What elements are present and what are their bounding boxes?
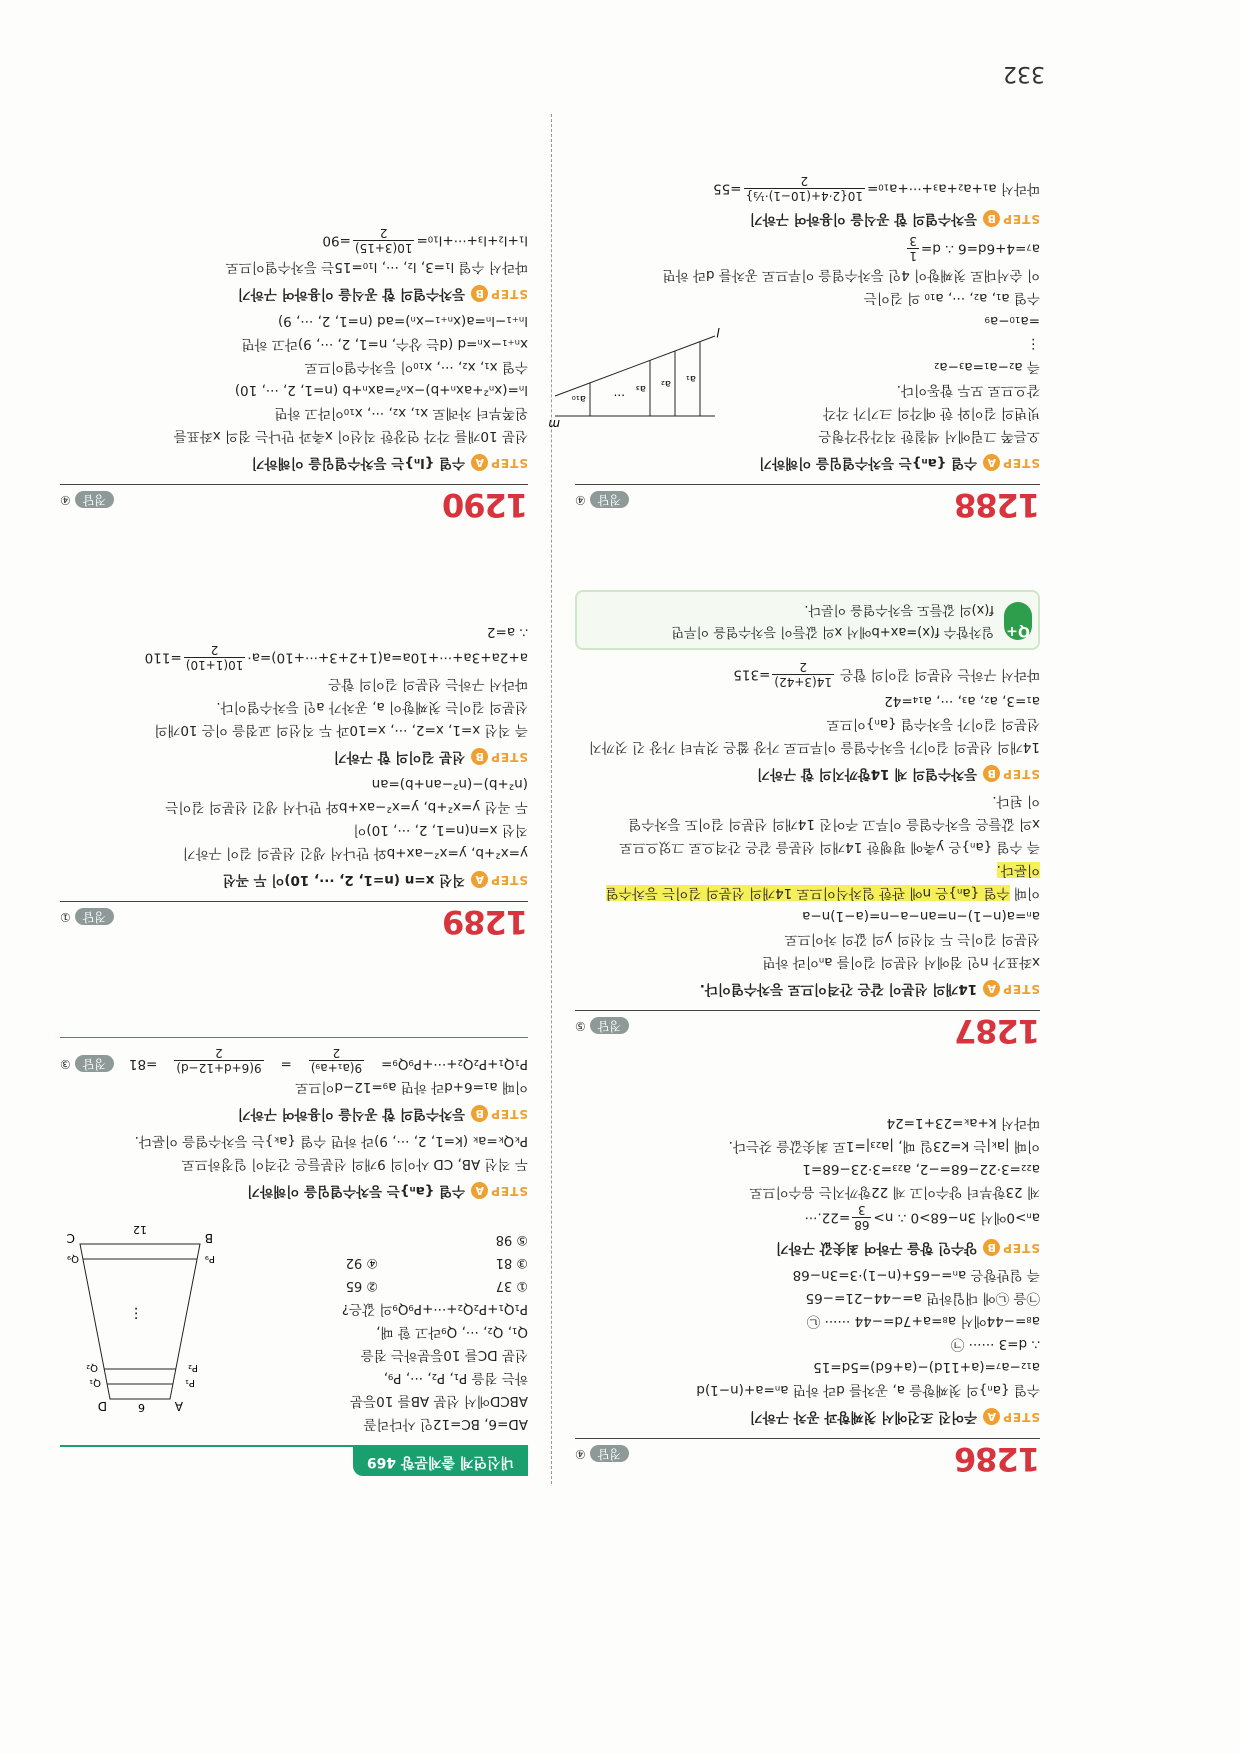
- question-line: P₁Q₁+P₂Q₂+···+P₉Q₉의 값은?: [341, 1301, 528, 1317]
- fig-label-l: l: [716, 325, 720, 339]
- figure-1288-parallel-segments: [550, 326, 720, 436]
- numerator: 68: [854, 1218, 870, 1232]
- text-segment: 수열 a₁, a₂, ···, a₁₀ 의 길이는: [863, 290, 1040, 306]
- fig-label-a10: a₁₀: [571, 393, 586, 404]
- step-title: 수열 {aₙ}는 등차수열임을 이해하기: [759, 455, 978, 471]
- highlighted-text: 수열 {aₙ}은 n에 관한 일차식이므로 14개의 선분의 길이는 등차수열: [605, 885, 1010, 901]
- solution-line: [60, 643, 528, 672]
- column-divider: [551, 114, 552, 1484]
- problem-1289: [60, 620, 528, 939]
- answer: [60, 1046, 114, 1075]
- text-segment: =55: [713, 180, 742, 197]
- solution-line: [575, 789, 1040, 812]
- numerator: 1: [909, 249, 917, 263]
- text-segment: 즉 일반항은 aₙ=−65+(n−1)·3=3n−68: [792, 1267, 1040, 1283]
- text-segment: 14개의 선분의 길이가 등차수열을 이루므로 가장 짧은 것부터 가장 긴 것까지: [588, 739, 1040, 755]
- fraction: [907, 234, 919, 263]
- step-letter: A: [983, 980, 1000, 997]
- step-letter: B: [471, 1105, 488, 1122]
- text-segment: 제 23항부터 양수이고 제 22항까지는 음수이므로: [749, 1184, 1040, 1200]
- text-segment: xₙ₊₁−xₙ=d (d는 상수, n=1, 2, ···, 9)라고 하면: [241, 336, 528, 352]
- naesin-label: 내신연계 출제문항 469: [353, 1447, 528, 1476]
- question-line: 선분 DC를 10등분하는 점을: [360, 1347, 528, 1363]
- solution-line: [575, 660, 1040, 689]
- answer-value: ④: [575, 493, 586, 507]
- step-title: 양수인 항을 구하여 최솟값 구하기: [775, 1240, 978, 1256]
- naesin-header: [60, 1445, 528, 1476]
- fraction: [744, 174, 865, 203]
- step-title: 등차수열의 합 공식을 이용하여 구하기: [749, 211, 978, 227]
- text-segment: 직선 x=n(n=1, 2, ···, 10)이: [353, 822, 528, 838]
- text-segment: lₙ₊₁−lₙ=a(xₙ₊₁−xₙ)=ad (n=1, 2, ···, 9): [277, 313, 528, 329]
- step-heading: [60, 282, 528, 305]
- choice: ③ 81: [495, 1255, 528, 1270]
- text-segment: 따라서 k+aₖ=23+1=24: [886, 1115, 1040, 1131]
- choice: ④ 92: [345, 1255, 378, 1270]
- tip-box: [575, 590, 1040, 650]
- solution-line: [575, 1111, 1040, 1134]
- solution-line: [575, 1157, 1040, 1180]
- solution-line: [575, 712, 1040, 735]
- step-letter: A: [471, 871, 488, 888]
- fig-dots: ⋮: [129, 1305, 143, 1321]
- text-segment: 이 순서대로 첫째항이 4인 등차수열을 이루므로 공차를 d라 하면: [662, 267, 1040, 283]
- step-heading: [60, 451, 528, 474]
- step-label: STEP: [1002, 1410, 1040, 1424]
- figure-trapezoid-abcd: [55, 1224, 225, 1414]
- fraction: [852, 1203, 871, 1232]
- step-label: STEP: [490, 750, 528, 764]
- numerator: 10{2·4+(10−1)·⅓}: [745, 189, 863, 203]
- solution-line: [60, 424, 528, 447]
- fig-label-P2: P₂: [187, 1362, 198, 1373]
- solution-line: [60, 1075, 528, 1098]
- solution-line: [60, 255, 528, 278]
- solution-line: [60, 1129, 528, 1152]
- numerator: 9(6+d+12−d): [176, 1061, 262, 1075]
- text-segment: 같으므로 모두 합동이다.: [896, 382, 1040, 398]
- solution-line: [60, 695, 528, 718]
- fraction: [184, 643, 246, 672]
- fraction: [353, 226, 415, 255]
- text-segment: 선분의 길이는 두 직선의 y의 값의 차이므로: [784, 931, 1040, 947]
- answer-badge: 정답: [590, 1445, 629, 1462]
- text-segment: 따라서 구하는 선분의 길이의 합은: [835, 666, 1040, 683]
- fig-label-a2: a₂: [660, 378, 671, 389]
- text-segment: 두 곡선 y=x²+b, y=x²−ax+b와 만나서 생긴 선분의 길이는: [165, 799, 528, 815]
- answer: [60, 905, 114, 928]
- fig-label-Q9: Q₉: [67, 1253, 79, 1264]
- fig-label-Q2: Q₂: [86, 1362, 98, 1373]
- text-segment: 이때: [1009, 885, 1040, 901]
- step-title: 등차수열의 제 14항까지의 합 구하기: [757, 766, 978, 782]
- solution-line: [575, 1203, 1040, 1232]
- text-segment: PₖQₖ=aₖ (k=1, 2, ···, 9)라 하면 수열 {aₖ}는 등차수열을 이룬다.: [134, 1133, 528, 1149]
- solution-line: [575, 1309, 1040, 1332]
- solution-line: [575, 1263, 1040, 1286]
- text-segment: a+2a+3a+···+10a=a(1+2+3+···+10)=a·: [247, 649, 528, 666]
- text-segment: lₙ=(xₙ²+axₙ+b)−xₙ²=axₙ+b (n=1, 2, ···, 10): [234, 382, 528, 398]
- solution-line: [60, 355, 528, 378]
- solution-line: [575, 1134, 1040, 1157]
- highlighted-text: 이룬다.: [996, 862, 1040, 878]
- fig-label-D: D: [97, 1399, 107, 1413]
- fig-label-B: B: [204, 1231, 213, 1245]
- numerator: 10(3+15): [354, 241, 413, 255]
- fig-label-A: A: [174, 1399, 183, 1413]
- solution-line: [60, 401, 528, 424]
- step-label: STEP: [1002, 982, 1040, 996]
- question-text: [238, 1297, 528, 1435]
- step-heading: [60, 745, 528, 768]
- denominator: 2: [215, 1046, 223, 1060]
- step-title: 수열 {aₙ}는 등차수열임을 이해하기: [247, 1183, 466, 1199]
- question-line: 하는 점을 P₁, P₂, ···, P₉,: [383, 1370, 528, 1386]
- question-line: ABCD에서 선분 AB를 10등분: [350, 1393, 528, 1409]
- step-label: STEP: [490, 456, 528, 470]
- problem-number: 1289: [442, 903, 528, 941]
- answer: [575, 488, 629, 511]
- step-label: STEP: [490, 1184, 528, 1198]
- step-letter: A: [983, 454, 1000, 471]
- step-heading: [60, 1102, 528, 1125]
- answer-badge: 정답: [590, 491, 629, 508]
- step-label: STEP: [1002, 212, 1040, 226]
- text-segment: 즉 직선 x=1, x=2, ···, x=10과 두 직선의 교점을 이은 10개의: [154, 722, 528, 738]
- denominator: 3: [909, 234, 917, 248]
- text-segment: x의 값들은 등차수열을 이루고 주어진 14개의 선분의 길이도 등차수열: [628, 816, 1040, 832]
- fig-label-P1: P₁: [184, 1377, 195, 1388]
- fig-label-6: 6: [138, 1401, 145, 1414]
- answer-badge: 정답: [75, 908, 114, 925]
- text-segment: =90: [322, 232, 351, 249]
- text-segment: a₂₂=3·22−68=−2, a₂₃=3·23−68=1: [802, 1161, 1040, 1177]
- text-segment: ⋮: [1026, 336, 1040, 352]
- solution-line: [60, 620, 528, 643]
- text-segment: 이 된다.: [992, 793, 1040, 809]
- choice: ① 37: [495, 1278, 528, 1293]
- answer-value: ⑤: [575, 1019, 586, 1033]
- denominator: 2: [800, 174, 809, 188]
- text-segment: 빗변의 길이와 한 예각의 크기가 각각: [822, 405, 1040, 421]
- text-segment: 선분의 길이가 등차수열 {aₙ}이므로: [826, 716, 1040, 732]
- text-segment: 이때 a₁=6+d라 하면 a₉=12−d이므로: [295, 1079, 528, 1095]
- text-segment: 선분의 길이는 첫째항이 a, 공차가 a인 등차수열이다.: [216, 699, 528, 715]
- step-letter: A: [983, 1408, 1000, 1425]
- fig-label-m: m: [548, 417, 560, 431]
- text-segment: aₙ=a(n−1)−n=an−a−n=(a−1)n−a: [802, 908, 1040, 924]
- text-segment: (n²+b)−(n²−an+b)=an: [371, 776, 528, 792]
- fig-label-dots: ···: [613, 388, 625, 402]
- fig-label-P9: P₉: [204, 1253, 215, 1264]
- solution-line: [575, 881, 1040, 904]
- section-rule: [60, 1037, 528, 1038]
- text-segment: 따라서 구하는 선분의 길이의 합은: [328, 676, 528, 692]
- problem-header: [60, 484, 528, 522]
- solution-line: [575, 1332, 1040, 1355]
- numerator: 10(1+10): [185, 658, 244, 672]
- text-segment: 오른쪽 그림에서 색칠한 직각삼각형은: [818, 428, 1040, 444]
- step-title: 수열 {lₙ}는 등차수열임을 이해하기: [251, 455, 466, 471]
- solution-line: [575, 234, 1040, 263]
- problem-number: 1290: [442, 486, 528, 524]
- text-segment: P₁Q₁+P₂Q₂+···+P₉Q₉=: [381, 1056, 528, 1072]
- step-label: STEP: [1002, 1241, 1040, 1255]
- problem-1287: [575, 590, 1040, 1048]
- step-label: STEP: [1002, 767, 1040, 781]
- solution-line: [575, 950, 1040, 973]
- text-segment: ㉠을 ㉡에 대입하면 a=−44−21=−65: [805, 1290, 1040, 1306]
- step-label: STEP: [490, 287, 528, 301]
- problem-number: 1286: [954, 1440, 1040, 1478]
- solution-line: [60, 332, 528, 355]
- tip-icon: Q+: [1004, 602, 1032, 640]
- denominator: 2: [379, 226, 388, 240]
- solution-line: [575, 858, 1040, 881]
- step-title: 등차수열의 합 공식을 이용하여 구하기: [237, 1106, 466, 1122]
- denominator: 2: [799, 660, 807, 674]
- solution-line: [575, 927, 1040, 950]
- tip-line: f(x)의 값들도 등차수열을 이룬다.: [804, 602, 994, 617]
- text-segment: 왼쪽부터 차례로 x₁, x₂, ···, x₁₀이라고 하면: [274, 405, 528, 421]
- step-label: STEP: [490, 873, 528, 887]
- step-heading: [575, 977, 1040, 1000]
- problem-number: 1287: [954, 1012, 1040, 1050]
- step-label: STEP: [1002, 456, 1040, 470]
- tip-line: 일차함수 f(x)=ax+b에서 x의 값들이 등차수열을 이루면: [671, 624, 994, 639]
- solution-line: [575, 174, 1040, 203]
- text-segment: =315: [733, 666, 771, 683]
- solution-line: [575, 286, 1040, 309]
- answer-value: ③: [60, 1057, 71, 1071]
- step-title: 선분 길이의 합 구하기: [333, 749, 466, 765]
- text-segment: x좌표가 n인 점에서 선분의 길이를 aₙ이라 하면: [762, 954, 1040, 970]
- step-letter: B: [471, 748, 488, 765]
- step-title: 등차수열의 합 공식을 이용하여 구하기: [237, 286, 466, 302]
- solution-line: [60, 718, 528, 741]
- text-segment: =a₁₀−a₉: [984, 313, 1040, 329]
- text-segment: a₇=4+6d=6 ∴ d=: [920, 240, 1040, 257]
- fraction: [174, 1046, 263, 1075]
- solution-line: [575, 1355, 1040, 1378]
- step-heading: [60, 868, 528, 891]
- problem-1286: [575, 1111, 1040, 1476]
- step-title: 주어진 조건에서 첫째항과 공차 구하기: [749, 1409, 978, 1425]
- answer-value: ④: [60, 493, 71, 507]
- text-segment: ∴ d=3 ······ ㉠: [950, 1336, 1040, 1352]
- fig-label-C: C: [66, 1231, 75, 1245]
- step-letter: B: [983, 210, 1000, 227]
- answer: [575, 1442, 629, 1465]
- text-segment: 수열 {aₙ}의 첫째항을 a, 공차를 d라 하면 aₙ=a+(n−1)d: [696, 1382, 1040, 1398]
- text-segment: 즉 a₂−a₁=a₃−a₂: [933, 359, 1040, 375]
- step-heading: [575, 762, 1040, 785]
- solution-line: [60, 378, 528, 401]
- problem-header: [575, 484, 1040, 522]
- answer-value: ①: [60, 910, 71, 924]
- answer-value: ④: [575, 1447, 586, 1461]
- step-letter: B: [983, 765, 1000, 782]
- step-heading: [575, 207, 1040, 230]
- step-label: STEP: [490, 1107, 528, 1121]
- problem-1290: [60, 226, 528, 522]
- step-heading: [575, 1405, 1040, 1428]
- answer: [575, 1014, 629, 1037]
- text-segment: 두 직선 AB, CD 사이의 9개의 선분들은 간격이 일정하므로: [181, 1156, 528, 1172]
- text-segment: y=x²+b, y=x²−ax+b와 만나서 생긴 선분의 길이 구하기: [182, 845, 528, 861]
- denominator: 2: [332, 1046, 341, 1060]
- solution-line: [575, 735, 1040, 758]
- text-segment: =: [280, 1056, 292, 1072]
- question-line: AD=6, BC=12인 사다리꼴: [363, 1416, 528, 1432]
- numerator: 9(a₁+a₉): [310, 1061, 363, 1075]
- solution-line: [60, 818, 528, 841]
- answer: [60, 488, 114, 511]
- text-segment: =22.···: [804, 1209, 851, 1226]
- text-segment: a₁=3, a₂, a₃, ···, a₁₄=42: [884, 693, 1040, 709]
- step-heading: [575, 1236, 1040, 1259]
- solution-line: [60, 1046, 528, 1075]
- solution-line: [60, 1152, 528, 1175]
- step-letter: A: [471, 1182, 488, 1199]
- problem-header: [575, 1438, 1040, 1476]
- fig-label-a3: a₃: [635, 383, 646, 394]
- denominator: 2: [210, 643, 219, 657]
- text-segment: l₁+l₂+l₃+···+l₁₀=: [416, 232, 528, 249]
- solution-line: [60, 795, 528, 818]
- text-segment: 이때 |aₖ|는 k=23일 때, |a₂₃|=1로 최솟값을 갖는다.: [728, 1138, 1040, 1154]
- problem-number: 1288: [954, 486, 1040, 524]
- step-heading: [60, 1179, 528, 1202]
- answer-badge: 정답: [590, 1017, 629, 1034]
- step-title: 14개의 선분이 같은 간격이므로 등차수열이다.: [699, 981, 978, 997]
- solution-line: [575, 1286, 1040, 1309]
- text-segment: aₙ>0에서 3n−68>0 ∴ n>: [873, 1209, 1040, 1226]
- solution-line: [575, 263, 1040, 286]
- problem-header: [60, 901, 528, 939]
- solution-line: [60, 772, 528, 795]
- solution-line: [575, 689, 1040, 712]
- fraction: [772, 660, 834, 689]
- text-segment: a₈=−44에서 a₈=a+7d=−44 ······ ㉡: [806, 1313, 1040, 1329]
- denominator: 3: [858, 1203, 866, 1217]
- step-letter: A: [471, 454, 488, 471]
- text-segment: =110: [144, 649, 182, 666]
- text-segment: a₁₂−a₇=(a+11d)−(a+6d)=5d=15: [813, 1359, 1040, 1375]
- solution-line: [60, 226, 528, 255]
- fraction: [309, 1046, 364, 1075]
- solution-line: [575, 812, 1040, 835]
- page-number: 332: [1003, 61, 1045, 86]
- numerator: 14(3+42): [774, 675, 832, 689]
- solution-line: [60, 841, 528, 864]
- fig-label-12: 12: [133, 1223, 147, 1236]
- fig-label-a1: a₁: [685, 373, 696, 384]
- text-segment: 따라서 수열 l₁=3, l₂, ···, l₁₀=15는 등차수열이므로: [225, 259, 528, 275]
- solution-line: [575, 1378, 1040, 1401]
- fig-label-Q1: Q₁: [89, 1377, 101, 1388]
- answer-badge: 정답: [75, 1055, 114, 1072]
- step-letter: B: [471, 285, 488, 302]
- solution-line: [575, 835, 1040, 858]
- text-segment: =81: [128, 1056, 158, 1072]
- step-letter: B: [983, 1239, 1000, 1256]
- step-heading: [575, 451, 1040, 474]
- solution-line: [60, 309, 528, 332]
- solution-line: [60, 672, 528, 695]
- choice: ② 65: [345, 1278, 378, 1293]
- text-segment: 따라서 a₁+a₂+a₃+···+a₁₀=: [867, 180, 1040, 197]
- problem-header: [575, 1010, 1040, 1048]
- step-title: 직선 x=n (n=1, 2, ···, 10)이 두 곡선: [222, 872, 466, 888]
- solution-line: [575, 1180, 1040, 1203]
- naesin-solution: [60, 1046, 528, 1202]
- solution-line: [575, 904, 1040, 927]
- text-segment: ∴ a=2: [486, 624, 528, 640]
- text-segment: 즉 수열 {aₙ}은 y축에 평행한 14개의 선분을 같은 간격으로 그었으므로: [619, 839, 1040, 855]
- choice: ⑤ 98: [495, 1232, 528, 1247]
- text-segment: 선분 10개를 각각 연장한 직선이 x축과 만나는 점의 x좌표를: [173, 428, 528, 444]
- text-segment: 수열 x₁, x₂, ···, x₁₀이 등차수열이므로: [304, 359, 528, 375]
- question-line: Q₁, Q₂, ···, Q₉라고 할 때,: [376, 1324, 528, 1340]
- answer-badge: 정답: [75, 491, 114, 508]
